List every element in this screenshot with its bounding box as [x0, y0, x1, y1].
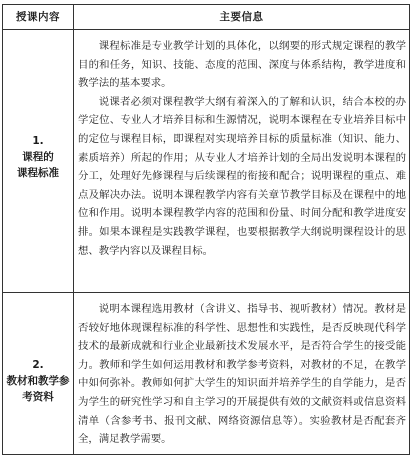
- row-1-paragraph-1: 课程标准是专业教学计划的具体化，以纲要的形式规定课程的教学目的和任务，知识、技能、态度的范围、深度与体系结构，教学进度和教学法的基本要求。: [78, 40, 406, 90]
- row-1-number: 1.: [32, 135, 44, 147]
- row-2-number: 2.: [32, 359, 44, 371]
- row-2-paragraph-1: 说明本课程选用教材（含讲义、指导书、视听教材）情况。教材是否较好地体现课程标准的科学性、思想性和实践性，是否反映现代科学技术的最新成就和行业企业最新技术发展水平，是否符合学生的接受能力。教师和学生如何运用教材和教学参考资料，对教材的不足，在教学中如何弥补。教师如何扩大学生的知识面并培养学生的自学能力，是否为学生的研究性学习和自主学习的开展提供有效的文献资料或信息资料清单（含参考书、报刊文献、网络资源信息等）。实验教材是否配套齐全，满足教学需要。: [78, 303, 406, 446]
- row-2-title-line-1: 教材和教学参: [6, 375, 70, 387]
- row-1-title-line-1: 课程的: [22, 151, 54, 163]
- row-divider: [3, 292, 409, 293]
- course-info-table: [2, 4, 410, 455]
- header-category: 授课内容: [16, 11, 60, 23]
- header-divider: [3, 29, 409, 30]
- row-1-paragraph-2: 说课者必须对课程教学大纲有着深入的了解和认识，结合本校的办学定位、专业人才培养目标和生源情况，说明本课程在专业培养目标中的定位与课程目标，即课程对实现培养目标的质量标准（知识、能力、素质培养）所起的作用；从专业人才培养计划的全局出发说明本课程的分工，处理好先修课程与后续课程的衔接和配合；说明课程的重点、难点及解决办法。说明本课程教学内容有关章节教学目标及在课程中的地位和作用。说明本课程教学内容的范围和份量、时间分配和教学进度安排。如果本课程是实践教学课程，也要根据教学大纲说明课程设计的思想、教学内容以及课程目标。: [78, 95, 406, 257]
- row-2-content: [78, 300, 406, 449]
- row-1-title-line-2: 课程标准: [17, 167, 59, 179]
- row-1-category: [3, 133, 73, 181]
- row-2-title-line-2: 考资料: [22, 391, 54, 403]
- row-1-content: [78, 37, 406, 260]
- column-divider: [73, 5, 74, 454]
- header-content: 主要信息: [219, 11, 264, 23]
- row-2-category: [3, 357, 73, 405]
